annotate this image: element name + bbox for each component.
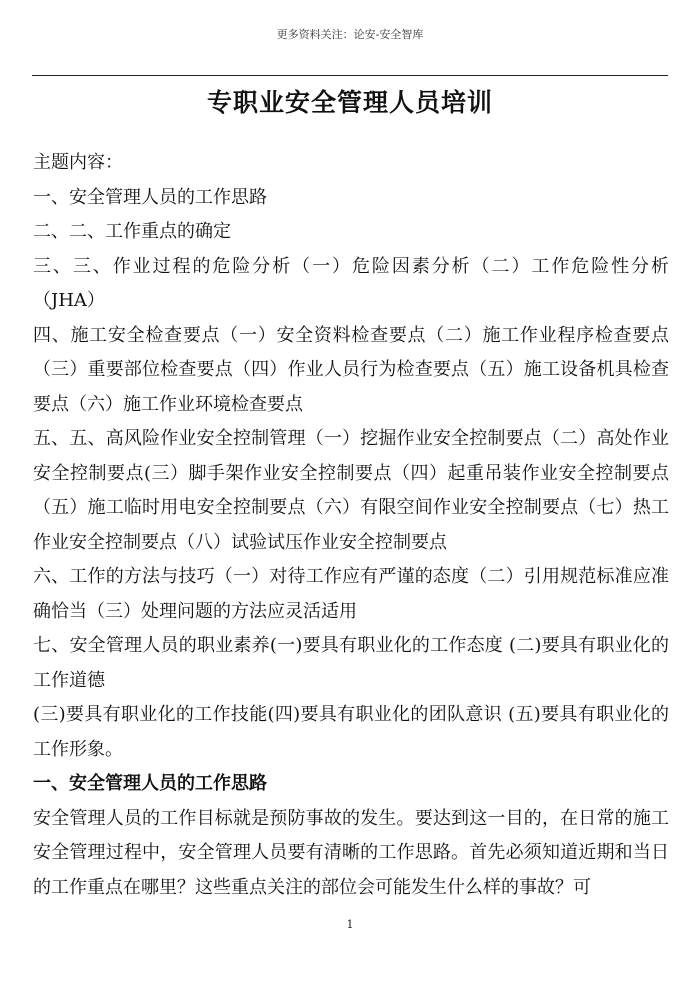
document-title: 专职业安全管理人员培训 xyxy=(206,88,493,117)
topic-item-1: 一、安全管理人员的工作思路 xyxy=(33,186,267,208)
page-number: 1 xyxy=(346,918,354,931)
topic-item-2: 二、二、工作重点的确定 xyxy=(33,221,231,242)
page-header-text: 更多资料关注：论安-安全智库 xyxy=(276,28,424,41)
topic-item-7-continued: (三)要具有职业化的工作技能(四)要具有职业化的团队意识 (五)要具有职业化的工作形象。 xyxy=(33,704,669,760)
topic-item-7: 七、安全管理人员的职业素养(一)要具有职业化的工作态度 (二)要具有职业化的工作道德 xyxy=(33,635,669,691)
topic-item-3: 三、三、作业过程的危险分析（一）危险因素分析（二）工作危险性分析（JHA） xyxy=(33,255,669,311)
section-heading: 一、安全管理人员的工作思路 xyxy=(33,773,267,794)
topic-item-4: 四、施工安全检查要点（一）安全资料检查要点（二）施工作业程序检查要点（三）重要部位检查要点（四）作业人员行为检查要点（五）施工设备机具检查要点（六）施工作业环境检查要点 xyxy=(33,324,669,415)
topic-intro: 主题内容： xyxy=(33,152,123,173)
document-body xyxy=(33,146,669,905)
header-divider xyxy=(32,75,668,76)
topic-item-6: 六、工作的方法与技巧（一）对待工作应有严谨的态度（二）引用规范标准应准确恰当（三）处理问题的方法应灵活适用 xyxy=(33,566,669,622)
topic-item-5: 五、五、高风险作业安全控制管理（一）挖掘作业安全控制要点（二）高处作业安全控制要点(三）脚手架作业安全控制要点（四）起重吊装作业安全控制要点（五）施工临时用电安全控制要点（六）有限空间作业安全控制要点（七）热工作业安全控制要点（八）试验试压作业安全控制要点 xyxy=(33,428,669,553)
section-body-paragraph: 安全管理人员的工作目标就是预防事故的发生。要达到这一目的，在日常的施工安全管理过程中，安全管理人员要有清晰的工作思路。首先必须知道近期和当日的工作重点在哪里？这些重点关注的部位会可能发生什么样的事故？可 xyxy=(33,807,669,898)
